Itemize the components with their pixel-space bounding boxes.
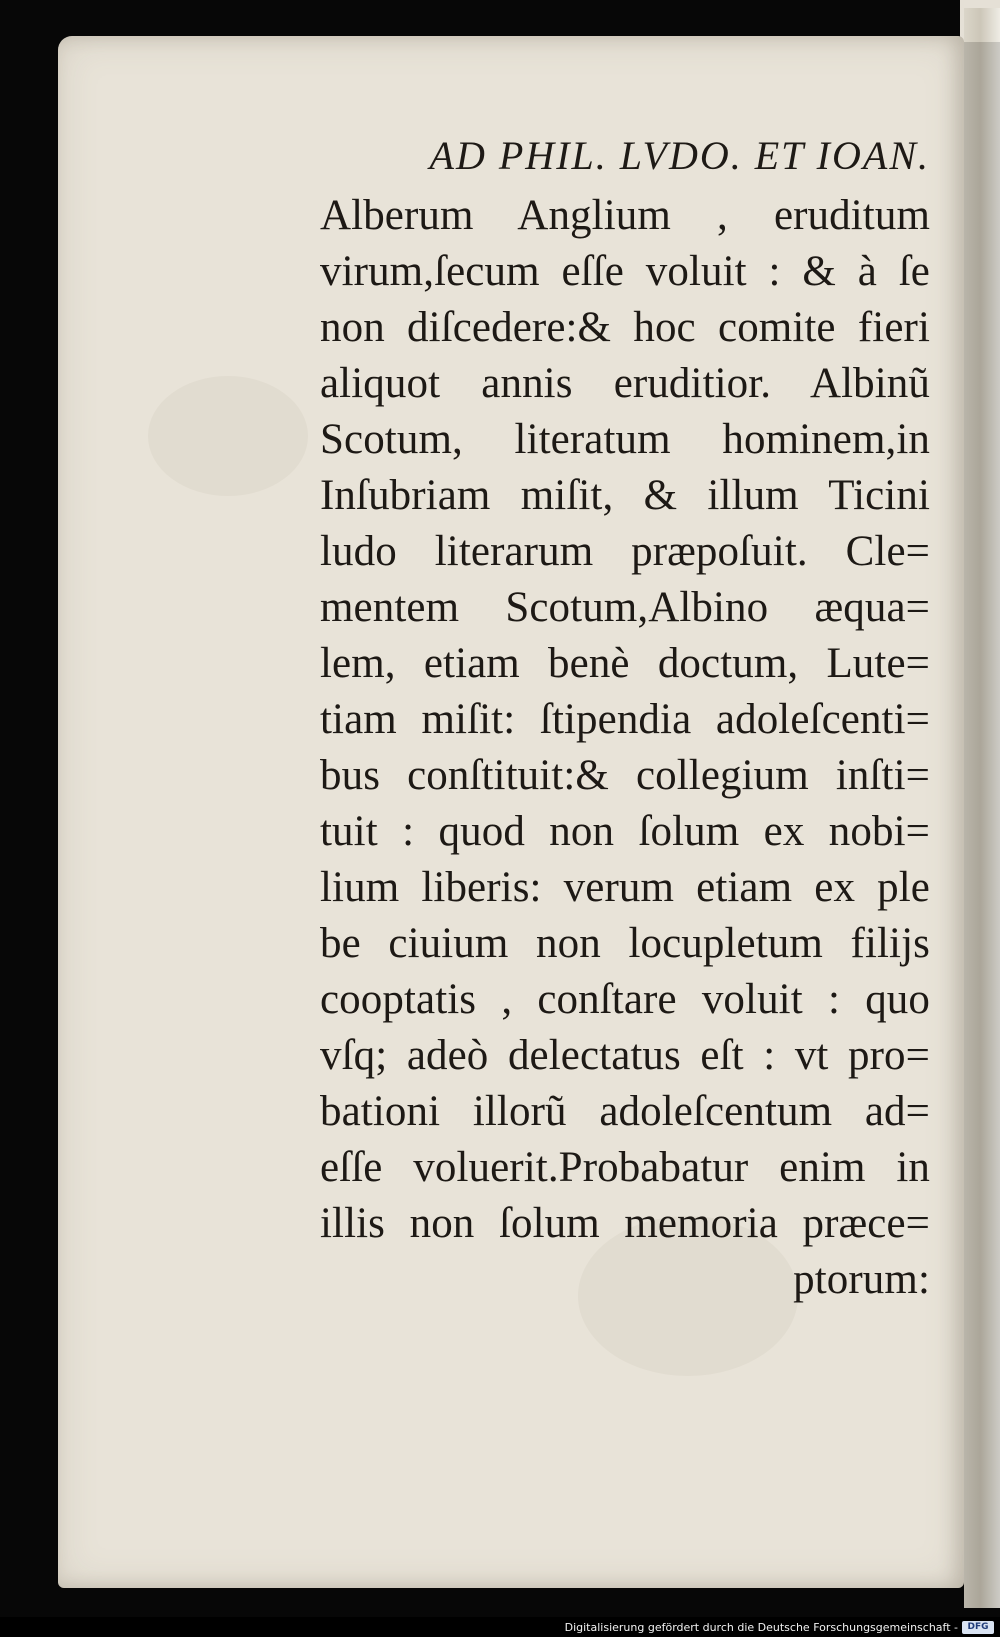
- page-edge-right: [964, 8, 1000, 1608]
- text-line: ludo literarum præpoſuit. Cle=: [320, 528, 930, 575]
- text-line: be ciuium non locupletum filijs: [320, 920, 930, 967]
- text-line: Inſubriam miſit, & illum Ticini: [320, 472, 930, 519]
- text-line: lium liberis: verum etiam ex ple: [320, 864, 930, 911]
- text-line: cooptatis , conſtare voluit : quo: [320, 976, 930, 1023]
- text-line: tiam miſit: ſtipendia adoleſcenti=: [320, 696, 930, 743]
- text-line: tuit : quod non ſolum ex nobi=: [320, 808, 930, 855]
- text-line: virum,ſecum eſſe voluit : & à ſe: [320, 248, 930, 295]
- catchword: ptorum:: [793, 1256, 930, 1303]
- text-line: lem, etiam benè doctum, Lute=: [320, 640, 930, 687]
- text-line: illis non ſolum memoria præce=: [320, 1200, 930, 1247]
- dfg-logo: DFG: [962, 1621, 994, 1634]
- text-line: Scotum, literatum hominem,in: [320, 416, 930, 463]
- paper-stain: [148, 376, 308, 496]
- text-line: eſſe voluerit.Probabatur enim in: [320, 1144, 930, 1191]
- running-head: AD PHIL. LVDO. ET IOAN.: [429, 133, 930, 178]
- text-line: bus conſtituit:& collegium inſti=: [320, 752, 930, 799]
- digitization-credit: Digitalisierung gefördert durch die Deutsche Forschungsgemeinschaft -: [564, 1621, 958, 1634]
- text-line: non diſcedere:& hoc comite fieri: [320, 304, 930, 351]
- text-line: bationi illorũ adoleſcentum ad=: [320, 1088, 930, 1135]
- text-line: Alberum Anglium , eruditum: [320, 192, 930, 239]
- body-text: [320, 188, 930, 1308]
- text-line: aliquot annis eruditior. Albinũ: [320, 360, 930, 407]
- text-line: mentem Scotum,Albino æqua=: [320, 584, 930, 631]
- text-line: vſq; adeò delectatus eſt : vt pro=: [320, 1032, 930, 1079]
